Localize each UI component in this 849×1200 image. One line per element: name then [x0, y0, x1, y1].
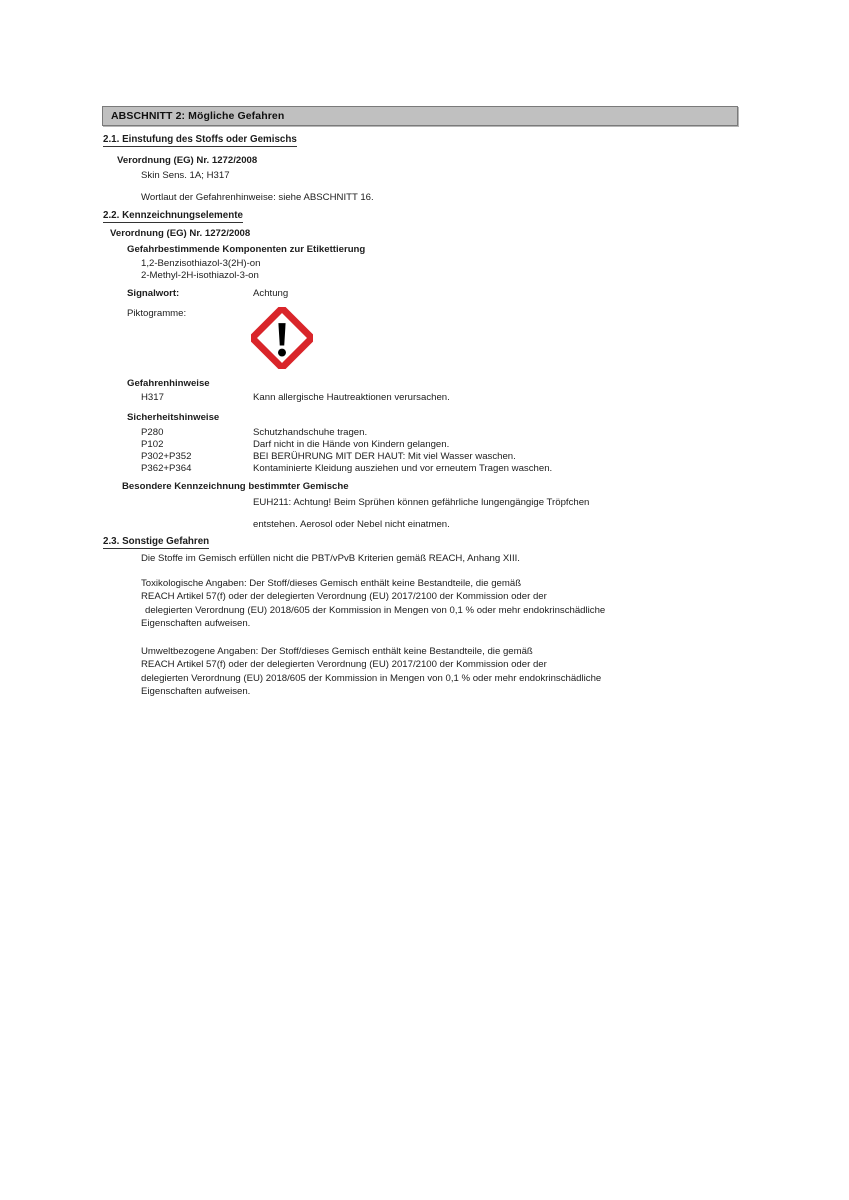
regulation-2-2: Verordnung (EG) Nr. 1272/2008 — [110, 228, 251, 239]
toxicological-line-2: REACH Artikel 57(f) oder der delegierten Verordnung (EU) 2017/2100 der Kommission oder der — [141, 591, 547, 603]
precaution-text: BEI BERÜHRUNG MIT DER HAUT: Mit viel Wasser waschen. — [253, 451, 516, 462]
section-header-bar — [102, 106, 738, 126]
precaution-code: P362+P364 — [141, 463, 192, 474]
precaution-text: Schutzhandschuhe tragen. — [253, 427, 368, 438]
precaution-code: P280 — [141, 427, 164, 438]
environmental-line-2: REACH Artikel 57(f) oder der delegierten Verordnung (EU) 2017/2100 der Kommission oder der — [141, 659, 547, 671]
environmental-line-3: delegierten Verordnung (EU) 2018/605 der Kommission in Mengen von 0,1 % oder mehr endokrinschädliche — [141, 672, 602, 684]
subsection-2-3-heading: 2.3. Sonstige Gefahren — [103, 536, 210, 547]
toxicological-line-1: Toxikologische Angaben: Der Stoff/dieses Gemisch enthält keine Bestandteile, die gemäß — [141, 578, 522, 589]
section-title: ABSCHNITT 2: Mögliche Gefahren — [111, 110, 285, 122]
toxicological-paragraph — [141, 577, 605, 631]
toxicological-line-4: Eigenschaften aufweisen. — [141, 618, 251, 630]
signal-word-value: Achtung — [253, 288, 289, 299]
euh-statement-line-2: entstehen. Aerosol oder Nebel nicht einatmen. — [253, 519, 450, 530]
euh-statement-line-1: EUH211: Achtung! Beim Sprühen können gefährliche lungengängige Tröpfchen — [253, 497, 590, 508]
special-labelling-heading: Besondere Kennzeichnung bestimmter Gemische — [122, 481, 349, 492]
environmental-paragraph — [141, 645, 601, 699]
subsection-2-2-heading: 2.2. Kennzeichnungselemente — [103, 210, 243, 221]
subsection-2-1-heading: 2.1. Einstufung des Stoffs oder Gemischs — [103, 134, 297, 145]
pbt-vpvb-note: Die Stoffe im Gemisch erfüllen nicht die PBT/vPvB Kriterien gemäß REACH, Anhang XIII. — [141, 553, 520, 564]
precaution-text: Kontaminierte Kleidung ausziehen und vor erneutem Tragen waschen. — [253, 463, 553, 474]
components-heading: Gefahrbestimmende Komponenten zur Etikettierung — [127, 244, 366, 255]
classification-statement: Skin Sens. 1A; H317 — [141, 170, 230, 181]
environmental-line-1: Umweltbezogene Angaben: Der Stoff/dieses Gemisch enthält keine Bestandteile, die gemäß — [141, 646, 533, 657]
precaution-text: Darf nicht in die Hände von Kindern gelangen. — [253, 439, 450, 450]
ghs07-exclamation-mark-icon — [251, 307, 313, 369]
environmental-line-4: Eigenschaften aufweisen. — [141, 686, 251, 698]
hazard-text: Kann allergische Hautreaktionen verursachen. — [253, 392, 450, 403]
precaution-code: P302+P352 — [141, 451, 192, 462]
hazard-statements-heading: Gefahrenhinweise — [127, 378, 210, 389]
precaution-code: P102 — [141, 439, 164, 450]
regulation-2-1: Verordnung (EG) Nr. 1272/2008 — [117, 155, 258, 166]
hazard-code: H317 — [141, 392, 164, 403]
component-item: 1,2-Benzisothiazol-3(2H)-on — [141, 258, 261, 269]
hazard-wording-note: Wortlaut der Gefahrenhinweise: siehe ABSCHNITT 16. — [141, 192, 374, 203]
precautionary-statements-heading: Sicherheitshinweise — [127, 412, 220, 423]
component-item: 2-Methyl-2H-isothiazol-3-on — [141, 270, 259, 281]
pictograms-label: Piktogramme: — [127, 308, 187, 319]
signal-word-label: Signalwort: — [127, 288, 180, 299]
toxicological-line-3: delegierten Verordnung (EU) 2018/605 der Kommission in Mengen von 0,1 % oder mehr endokrinschädliche — [145, 604, 606, 616]
